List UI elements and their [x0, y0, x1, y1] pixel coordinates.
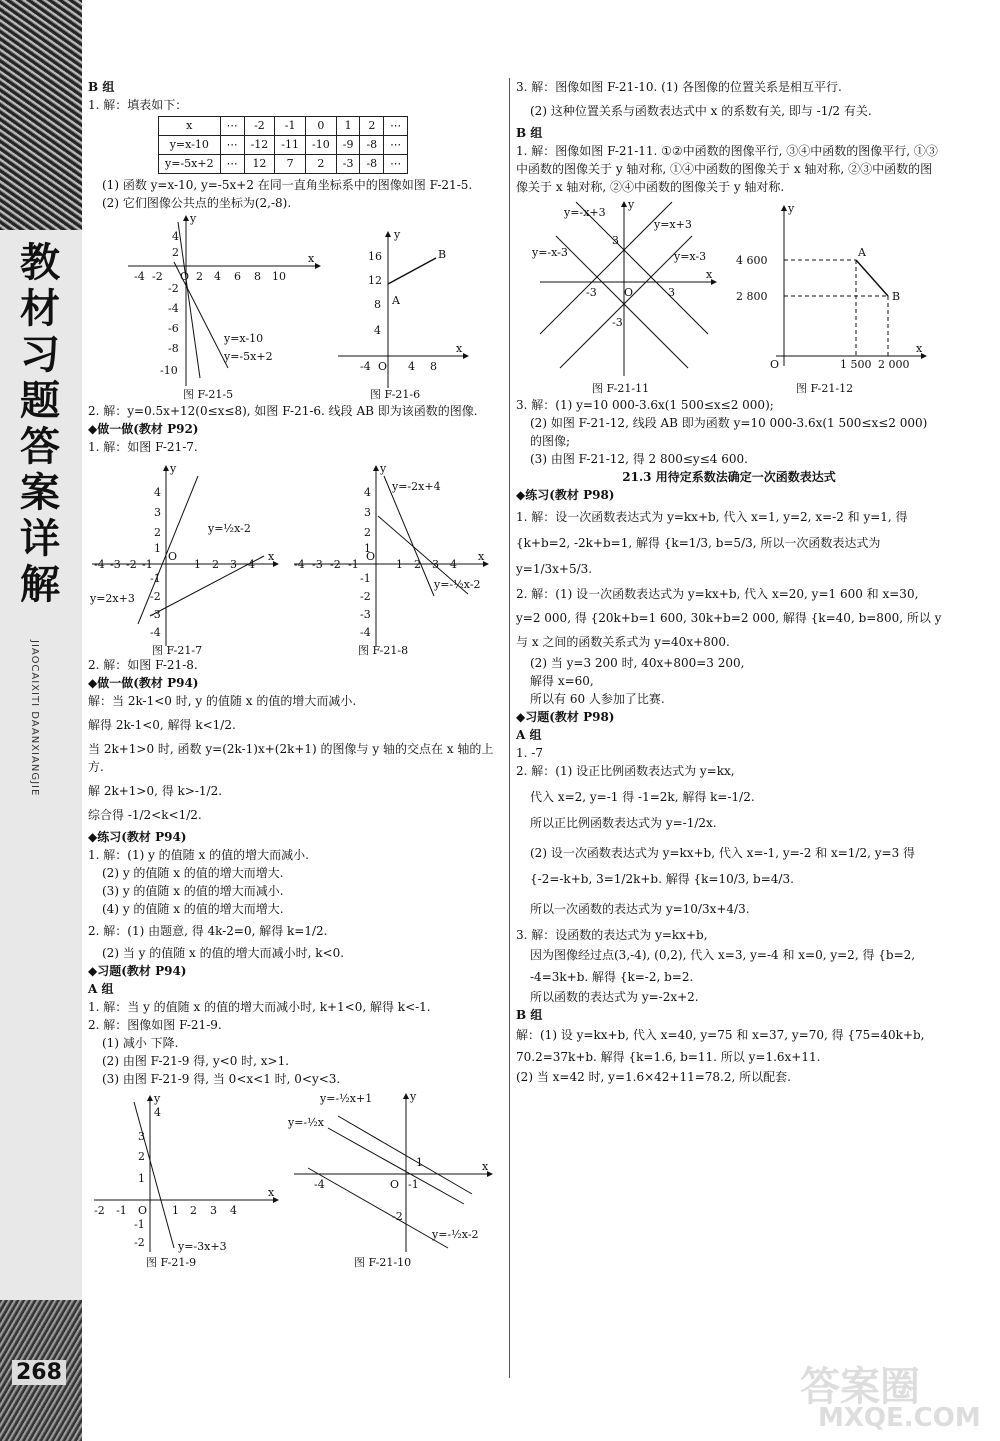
svg-text:O: O [168, 550, 178, 563]
r1-text: 3. 解：图像如图 F-21-10. (1) 各图像的位置关系是相互平行. [516, 80, 842, 94]
l4-text: (4) y 的值随 x 的值的增大而增大. [102, 902, 284, 916]
svg-text:-10: -10 [160, 364, 178, 377]
svg-text:-3: -3 [150, 608, 161, 621]
svg-text:y: y [394, 228, 401, 241]
svg-text:y: y [154, 1092, 161, 1105]
svg-text:x: x [482, 1160, 489, 1173]
svg-text:2: 2 [138, 1150, 145, 1163]
svg-text:O: O [390, 1178, 400, 1191]
svg-text:-4: -4 [360, 626, 371, 639]
svg-text:-2: -2 [150, 590, 161, 603]
section-lianxi-98: ◆练习(教材 P98) [516, 488, 615, 502]
svg-text:y: y [170, 462, 177, 475]
svg-text:4: 4 [374, 324, 381, 337]
x3-text: (1) 减小 下降. [102, 1036, 179, 1050]
r6-text: (3) 由图 F-21-12, 得 2 800≤y≤4 600. [530, 452, 748, 466]
table-cell: y=x-10 [159, 136, 221, 155]
table-cell: ⋯ [384, 117, 408, 136]
r3-text: 1. 解：图像如图 F-21-11. ①②中函数的图像平行, ③④中函数的图像平行, ①③中函数的图像关于 y 轴对称, ①④中函数的图像关于 x 轴对称, ②③中函数的图像关于 x 轴对称, ②④中函数的图像关于 y 轴对称. [516, 144, 938, 194]
p3-text: (2) 当 y=3 200 时, 40x+800=3 200, [530, 656, 745, 670]
figure-f21-9 [94, 1096, 278, 1252]
svg-text:2: 2 [414, 558, 421, 571]
figure-f21-5-labels [134, 212, 315, 401]
right-column [516, 78, 942, 1086]
section-zuoyizuo-92: ◆做一做(教材 P92) [88, 422, 199, 436]
table-cell: ⋯ [220, 155, 244, 174]
s3-text: 当 2k+1>0 时, 函数 y=(2k-1)x+(2k+1) 的图像与 y 轴的交点在 x 轴的上方. [88, 742, 494, 774]
fig10-caption: 图 F-21-10 [354, 1256, 412, 1268]
table-cell: -10 [306, 136, 337, 155]
fig12-caption: 图 F-21-12 [796, 382, 854, 395]
table-cell: ⋯ [384, 136, 408, 155]
table-cell: 0 [306, 117, 337, 136]
svg-text:3: 3 [154, 506, 161, 519]
svg-text:1: 1 [416, 1156, 423, 1169]
svg-text:4: 4 [154, 1106, 161, 1119]
section-title-21-3: 21.3 用待定系数法确定一次函数表达式 [622, 470, 836, 484]
r2-text: (2) 这种位置关系与函数表达式中 x 的系数有关, 即与 -1/2 有关. [530, 104, 872, 118]
table-cell: -11 [275, 136, 306, 155]
graph-figure-7-8 [88, 456, 502, 656]
table-cell: 12 [244, 155, 275, 174]
x2-text: 2. 解：图像如图 F-21-9. [88, 1018, 222, 1032]
zuo1-text: 1. 解：如图 F-21-7. [88, 440, 198, 454]
sidebar-pinyin: JIAOCAIXITI DAANXIANGJIE [29, 640, 40, 797]
svg-text:4: 4 [408, 360, 415, 373]
page-number: 268 [12, 1360, 66, 1385]
svg-text:-2: -2 [330, 558, 341, 571]
s4-text: 解 2k+1>0, 得 k>-1/2. [88, 784, 223, 798]
graph-figure-9-10 [88, 1088, 502, 1268]
svg-text:4 600: 4 600 [736, 254, 768, 267]
svg-text:2 000: 2 000 [878, 358, 910, 371]
svg-text:10: 10 [272, 270, 286, 283]
svg-text:-1: -1 [142, 558, 153, 571]
section-xiti-98: ◆习题(教材 P98) [516, 710, 615, 724]
svg-text:3: 3 [210, 1204, 217, 1217]
a6-text: 所以一次函数的表达式为 y=10/3x+4/3. [530, 902, 750, 916]
graph-figure-5-6 [88, 212, 502, 402]
svg-text:-3: -3 [360, 608, 371, 621]
column-divider [509, 78, 510, 1378]
svg-text:y=x+3: y=x+3 [654, 218, 692, 231]
l1-text: 1. 解：(1) y 的值随 x 的值的增大而减小. [88, 848, 309, 862]
a8-text: 因为图像经过点(3,-4), (0,2), 代入 x=3, y=-4 和 x=0, y=2, 得 {b=2, -4=3k+b. 解得 {k=-2, b=2. [530, 948, 916, 984]
l2-text: (2) y 的值随 x 的值的增大而增大. [102, 866, 284, 880]
svg-text:y=-½x-2: y=-½x-2 [434, 578, 481, 591]
svg-text:y=x-10: y=x-10 [224, 332, 264, 345]
q1-part1: (1) 函数 y=x-10, y=-5x+2 在同一直角坐标系中的图像如图 F-21-5. [102, 178, 473, 192]
svg-text:B: B [892, 290, 901, 303]
table-cell: 1 [336, 117, 360, 136]
svg-text:y=x-3: y=x-3 [674, 250, 707, 263]
table-cell: 2 [306, 155, 337, 174]
sidebar-texture [0, 0, 82, 230]
svg-text:4: 4 [230, 1204, 237, 1217]
svg-text:y=2x+3: y=2x+3 [90, 592, 135, 605]
svg-text:-4: -4 [168, 302, 179, 315]
svg-text:16: 16 [368, 250, 382, 263]
svg-text:3: 3 [364, 506, 371, 519]
b1-text: 解：(1) 设 y=kx+b, 代入 x=40, y=75 和 x=37, y=70, 得 {75=40k+b, 70.2=37k+b. 解得 {k=1.6, b=11. 所以 y=1.6x+11. [516, 1028, 925, 1064]
svg-text:y=-x+3: y=-x+3 [564, 206, 606, 219]
table-cell: -2 [244, 117, 275, 136]
svg-text:O: O [624, 286, 634, 299]
svg-text:x: x [916, 342, 923, 355]
r4-text: 3. 解：(1) y=10 000-3.6x(1 500≤x≤2 000); [516, 398, 774, 412]
svg-text:1: 1 [138, 1172, 145, 1185]
svg-text:B: B [438, 248, 447, 261]
svg-text:1: 1 [396, 558, 403, 571]
x4-text: (2) 由图 F-21-9 得, y<0 时, x>1. [102, 1054, 290, 1068]
group-b2-heading-right: B 组 [516, 1008, 543, 1022]
figure-row-7-8 [88, 456, 502, 656]
figure-f21-7-labels [89, 462, 275, 656]
table-row [159, 117, 408, 136]
watermark-logo: 答案圈 [800, 1364, 920, 1410]
svg-text:4: 4 [364, 486, 371, 499]
a7-text: 3. 解：设函数的表达式为 y=kx+b, [516, 928, 708, 942]
svg-text:x: x [268, 550, 275, 563]
figure-f21-7 [92, 466, 278, 646]
svg-text:O: O [138, 1204, 148, 1217]
left-column [88, 78, 502, 1268]
svg-text:y=-½x-2: y=-½x-2 [432, 1228, 479, 1241]
svg-text:y=-½x: y=-½x [288, 1116, 325, 1129]
svg-text:-4: -4 [94, 558, 105, 571]
x1-text: 1. 解：当 y 的值随 x 的值的增大而减小时, k+1<0, 解得 k<-1. [88, 1000, 431, 1014]
svg-text:1: 1 [172, 1204, 179, 1217]
group-b-heading-right: B 组 [516, 126, 543, 140]
fig6-caption: 图 F-21-6 [370, 388, 421, 401]
svg-text:2: 2 [172, 246, 179, 259]
figure-row-11-12 [516, 196, 942, 396]
figure-f21-12-labels [736, 202, 923, 395]
svg-text:y=-2x+4: y=-2x+4 [392, 480, 441, 493]
svg-text:A: A [392, 294, 400, 307]
a5-text: (2) 设一次函数表达式为 y=kx+b, 代入 x=-1, y=-2 和 x=1/2, y=3 得 {-2=-k+b, 3=1/2k+b. 解得 {k=10/3, b=4/3. [530, 846, 916, 886]
figure-row-9-10 [88, 1088, 502, 1268]
table-cell: 2 [360, 117, 384, 136]
svg-text:O: O [180, 270, 190, 283]
group-a-heading: A 组 [88, 982, 114, 996]
svg-text:y=-½x+1: y=-½x+1 [320, 1092, 373, 1105]
graph-figure-11-12 [516, 196, 942, 396]
table-cell: ⋯ [384, 155, 408, 174]
svg-text:4: 4 [248, 558, 255, 571]
s1-text: 解：当 2k-1<0 时, y 的值随 x 的值的增大而减小. [88, 694, 357, 708]
a3-text: 代入 x=2, y=-1 得 -1=2k, 解得 k=-1/2. [530, 790, 755, 804]
svg-text:8: 8 [430, 360, 437, 373]
svg-text:-1: -1 [348, 558, 359, 571]
figure-f21-6-labels [360, 228, 463, 401]
figure-f21-8 [294, 466, 488, 646]
b2-text: (2) 当 x=42 时, y=1.6×42+11=78.2, 所以配套. [516, 1070, 791, 1084]
svg-text:y=½x-2: y=½x-2 [208, 522, 251, 535]
p5-text: 所以有 60 人参加了比赛. [530, 692, 665, 706]
svg-text:4: 4 [450, 558, 457, 571]
svg-text:3: 3 [432, 558, 439, 571]
a1-text: 1. -7 [516, 746, 543, 760]
section-lianxi-94: ◆练习(教材 P94) [88, 830, 187, 844]
svg-text:4: 4 [214, 270, 221, 283]
figure-row-5-6 [88, 212, 502, 402]
svg-text:y: y [628, 198, 635, 211]
fig11-caption: 图 F-21-11 [592, 382, 650, 395]
svg-text:3: 3 [668, 286, 675, 299]
svg-text:-4: -4 [360, 360, 371, 373]
section-xiti-94: ◆习题(教材 P94) [88, 964, 187, 978]
svg-text:1: 1 [194, 558, 201, 571]
svg-text:-1: -1 [360, 572, 371, 585]
section-zuoyizuo-94: ◆做一做(教材 P94) [88, 676, 199, 690]
table-cell: -12 [244, 136, 275, 155]
svg-text:y=-5x+2: y=-5x+2 [224, 350, 273, 363]
table-cell: ⋯ [220, 136, 244, 155]
svg-text:y: y [410, 1090, 417, 1103]
zuo2-text: 2. 解：如图 F-21-8. [88, 658, 198, 672]
svg-text:-2: -2 [94, 1204, 105, 1217]
svg-text:3: 3 [612, 234, 619, 247]
svg-text:4: 4 [172, 230, 179, 243]
figure-f21-6 [338, 232, 468, 388]
svg-text:x: x [478, 550, 485, 563]
svg-text:y: y [788, 202, 795, 215]
svg-text:1 500: 1 500 [840, 358, 872, 371]
svg-text:O: O [770, 358, 780, 371]
table-cell: -1 [275, 117, 306, 136]
svg-text:-3: -3 [612, 316, 623, 329]
x5-text: (3) 由图 F-21-9 得, 当 0<x<1 时, 0<y<3. [102, 1072, 341, 1086]
q1-text: 1. 解：填表如下： [88, 98, 188, 112]
svg-text:12: 12 [368, 274, 382, 287]
p1-text: 1. 解：设一次函数表达式为 y=kx+b, 代入 x=1, y=2, x=-2 和 y=1, 得 {k+b=2, -2k+b=1, 解得 {k=1/3, b=5/3, 所以一次函数表达式为 y=1/3x+5/3. [516, 510, 908, 576]
svg-text:-3: -3 [312, 558, 323, 571]
fig7-caption: 图 F-21-7 [152, 644, 203, 656]
svg-text:2 800: 2 800 [736, 290, 768, 303]
svg-text:-2: -2 [168, 282, 179, 295]
svg-text:x: x [706, 268, 713, 281]
r5-text: (2) 如图 F-21-12, 线段 AB 即为函数 y=10 000-3.6x(1 500≤x≤2 000) 的图像; [530, 416, 928, 448]
svg-text:8: 8 [374, 298, 381, 311]
table-row [159, 155, 408, 174]
svg-text:2: 2 [190, 1204, 197, 1217]
table-cell: x [159, 117, 221, 136]
svg-text:-2: -2 [360, 590, 371, 603]
table-cell: -8 [360, 136, 384, 155]
value-table [158, 116, 408, 174]
fig5-caption: 图 F-21-5 [183, 388, 234, 401]
svg-text:2: 2 [154, 526, 161, 539]
svg-text:-1: -1 [116, 1204, 127, 1217]
svg-text:O: O [378, 360, 388, 373]
table-row [159, 136, 408, 155]
p4-text: 解得 x=60, [530, 674, 594, 688]
sidebar [0, 0, 82, 1441]
svg-text:4: 4 [154, 486, 161, 499]
svg-text:x: x [268, 1186, 275, 1199]
svg-text:-8: -8 [168, 342, 179, 355]
svg-text:y=-x-3: y=-x-3 [532, 246, 568, 259]
table-cell: -9 [336, 136, 360, 155]
svg-text:-2: -2 [134, 1236, 145, 1249]
table-cell: -3 [336, 155, 360, 174]
svg-text:2: 2 [212, 558, 219, 571]
svg-text:3: 3 [230, 558, 237, 571]
svg-text:O: O [366, 550, 376, 563]
l3-text: (3) y 的值随 x 的值的增大而减小. [102, 884, 284, 898]
svg-text:-6: -6 [168, 322, 179, 335]
svg-text:y=-3x+3: y=-3x+3 [178, 1240, 227, 1253]
sidebar-title: 教材习题答案详解 [20, 240, 60, 608]
figure-f21-12 [776, 206, 926, 366]
svg-text:-4: -4 [150, 626, 161, 639]
svg-text:8: 8 [254, 270, 261, 283]
svg-text:-3: -3 [586, 286, 597, 299]
svg-text:y: y [190, 212, 197, 225]
svg-text:1: 1 [364, 542, 371, 555]
svg-text:1: 1 [154, 542, 161, 555]
fig9-caption: 图 F-21-9 [146, 1256, 197, 1268]
svg-text:6: 6 [234, 270, 241, 283]
group-b-heading: B 组 [88, 80, 115, 94]
svg-text:-1: -1 [134, 1218, 145, 1231]
svg-text:y: y [380, 462, 387, 475]
q2-text: 2. 解：y=0.5x+12(0≤x≤8), 如图 F-21-6. 线段 AB 即为该函数的图像. [88, 404, 478, 418]
s2-text: 解得 2k-1<0, 解得 k<1/2. [88, 718, 236, 732]
svg-text:2: 2 [196, 270, 203, 283]
svg-text:-2: -2 [126, 558, 137, 571]
l6-text: (2) 当 y 的值随 x 的值的增大而减小时, k<0. [102, 946, 345, 960]
figure-f21-10-labels [287, 1090, 489, 1268]
svg-text:A: A [858, 246, 866, 259]
svg-text:-4: -4 [294, 558, 305, 571]
svg-text:-2: -2 [152, 270, 163, 283]
a4-text: 所以正比例函数表达式为 y=-1/2x. [530, 816, 717, 830]
table-cell: y=-5x+2 [159, 155, 221, 174]
svg-text:-4: -4 [134, 270, 145, 283]
p2-text: 2. 解：(1) 设一次函数表达式为 y=kx+b, 代入 x=20, y=1 600 和 x=30, y=2 000, 得 {20k+b=1 600, 30k+b=2 000, 解得 {k=40, b=800, 所以 y 与 x 之间的函数关系式为 y=40x+800. [516, 587, 942, 649]
svg-text:-2: -2 [392, 1210, 403, 1223]
svg-text:x: x [308, 252, 315, 265]
watermark-url: MXQE.COM [818, 1403, 981, 1433]
svg-text:-1: -1 [408, 1178, 419, 1191]
svg-text:x: x [456, 342, 463, 355]
a9-text: 所以函数的表达式为 y=-2x+2. [530, 990, 699, 1004]
figure-f21-9-labels [94, 1092, 275, 1268]
s5-text: 综合得 -1/2<k<1/2. [88, 808, 202, 822]
l5-text: 2. 解：(1) 由题意, 得 4k-2=0, 解得 k=1/2. [88, 924, 328, 938]
table-cell: 7 [275, 155, 306, 174]
fig8-caption: 图 F-21-8 [358, 644, 409, 656]
figure-f21-8-labels [294, 462, 485, 656]
svg-text:2: 2 [364, 526, 371, 539]
q1-part2: (2) 它们图像公共点的坐标为(2,-8). [102, 196, 292, 210]
svg-text:-3: -3 [110, 558, 121, 571]
table-cell: -8 [360, 155, 384, 174]
svg-text:-4: -4 [314, 1178, 325, 1191]
a2-text: 2. 解：(1) 设正比例函数表达式为 y=kx, [516, 764, 735, 778]
group-a-heading-right: A 组 [516, 728, 542, 742]
svg-text:-1: -1 [150, 572, 161, 585]
table-cell: ⋯ [220, 117, 244, 136]
svg-text:3: 3 [138, 1130, 145, 1143]
